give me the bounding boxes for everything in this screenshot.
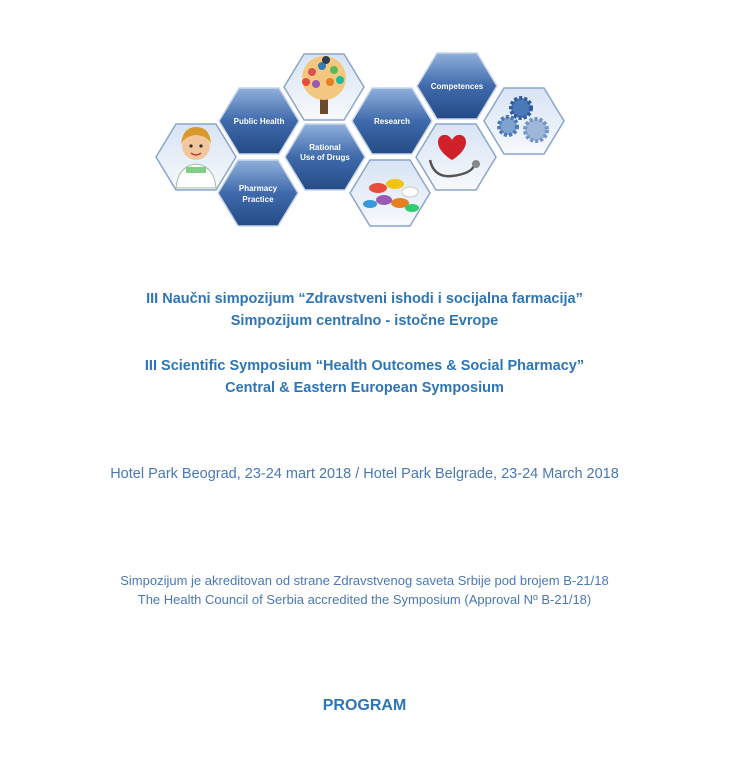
hex-gears bbox=[484, 88, 564, 154]
title-english bbox=[0, 355, 729, 399]
hex-label-research: Research bbox=[373, 117, 411, 126]
hexagon-banner bbox=[0, 0, 729, 240]
hex-label-public-health: Public Health bbox=[233, 117, 285, 126]
hex-heart bbox=[416, 124, 496, 190]
hex-research bbox=[352, 88, 432, 154]
hex-pills bbox=[350, 160, 430, 226]
hex-label-pharmacy-practice: Pharmacy Practice bbox=[238, 184, 278, 204]
title-english-line2: Central & Eastern European Symposium bbox=[225, 380, 504, 396]
hex-public-health bbox=[219, 88, 299, 154]
hex-label-competences: Competences bbox=[430, 82, 484, 91]
hex-pharmacist bbox=[156, 124, 236, 190]
accreditation-serbian: Simpozijum je akreditovan od strane Zdravstvenog saveta Srbije pod brojem B-21/18 bbox=[120, 573, 609, 588]
program-heading: PROGRAM bbox=[322, 697, 407, 714]
hex-competences bbox=[417, 53, 497, 119]
title-serbian bbox=[0, 288, 729, 332]
accreditation-note bbox=[0, 571, 729, 609]
title-serbian-line2: Simpozijum centralno - istočne Evrope bbox=[230, 313, 499, 329]
hex-rational-use bbox=[285, 124, 365, 190]
title-serbian-line1: III Naučni simpozijum “Zdravstveni ishodi i socijalna farmacija” bbox=[146, 291, 583, 307]
venue-dates: Hotel Park Beograd, 23-24 mart 2018 / Hotel Park Belgrade, 23-24 March 2018 bbox=[110, 466, 619, 482]
hex-pharmacy-practice bbox=[218, 160, 298, 226]
hex-people-tree bbox=[284, 54, 364, 120]
accreditation-english: The Health Council of Serbia accredited the Symposium (Approval Nº B-21/18) bbox=[137, 592, 592, 607]
hex-label-rational-use: Rational Use of Drugs bbox=[300, 143, 350, 162]
title-english-line1: III Scientific Symposium “Health Outcomes & Social Pharmacy” bbox=[144, 358, 585, 374]
